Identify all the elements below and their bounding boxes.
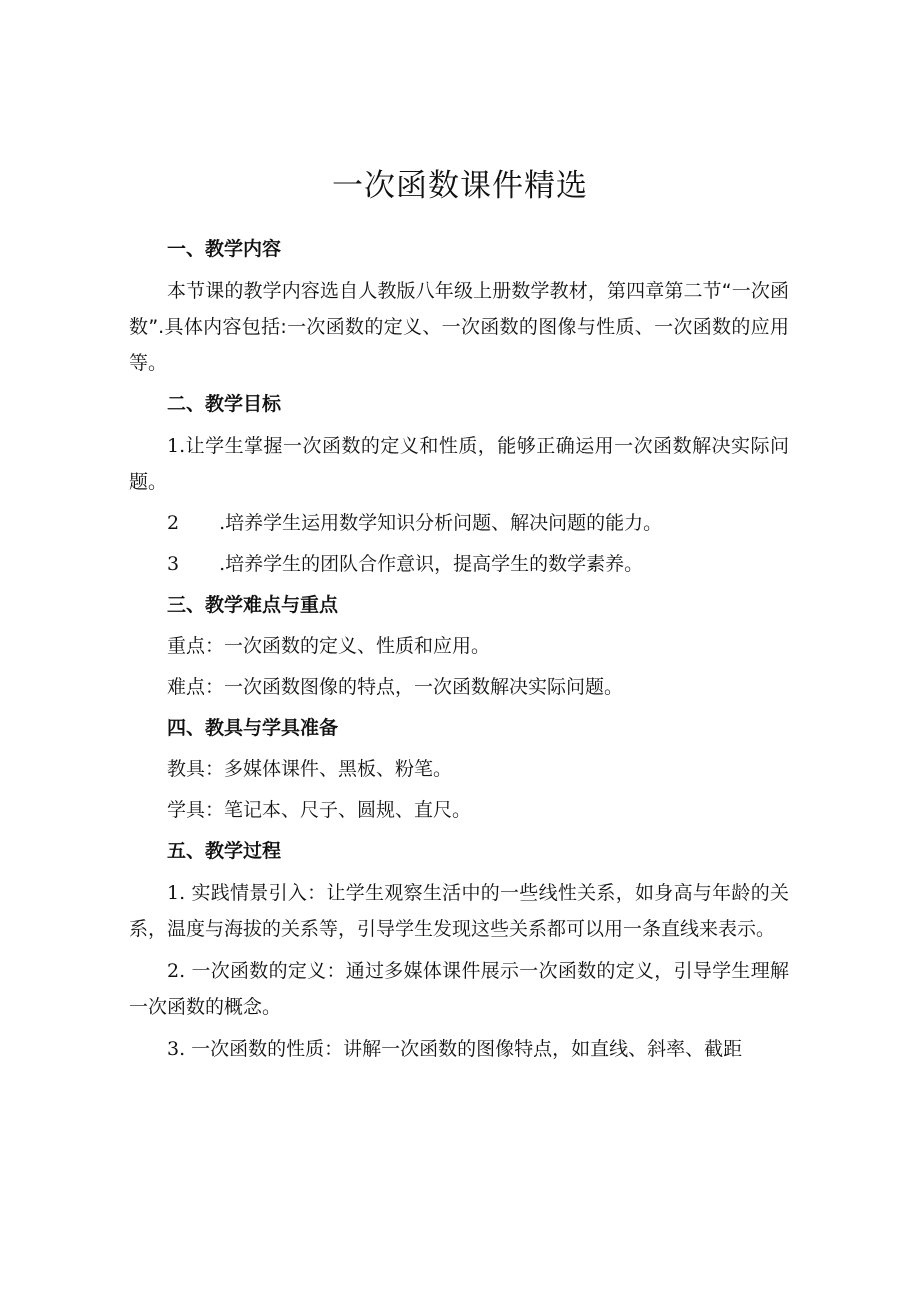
document-title: 一次函数课件精选 — [332, 168, 588, 204]
process-step: 3. 一次函数的性质：讲解一次函数的图像特点，如直线、斜率、截距 — [167, 1038, 743, 1060]
section-heading-process: 五、教学过程 — [167, 840, 282, 862]
goal-number: 3 — [167, 553, 180, 575]
section-heading-materials: 四、教具与学具准备 — [167, 717, 339, 739]
document-body — [129, 226, 789, 1067]
section-heading-goals: 二、教学目标 — [167, 393, 282, 415]
student-tools-line: 学具：笔记本、尺子、圆规、直尺。 — [167, 799, 472, 821]
section-heading-key-points: 三、教学难点与重点 — [167, 594, 339, 616]
goal-text: .让学生掌握一次函数的定义和性质，能够正确运用一次函数解决实际问题。 — [129, 435, 789, 493]
goal-item — [129, 546, 789, 582]
key-point-line: 重点：一次函数的定义、性质和应用。 — [167, 635, 491, 657]
section-paragraph: 本节课的教学内容选自人教版八年级上册数学教材，第四章第二节“一次函数”.具体内容包括:一次函数的定义、一次函数的图像与性质、一次函数的应用等。 — [129, 280, 789, 374]
process-step: 2. 一次函数的定义：通过多媒体课件展示一次函数的定义，引导学生理解一次函数的概念。 — [129, 960, 789, 1018]
goal-text: .培养学生运用数学知识分析问题、解决问题的能力。 — [219, 512, 663, 534]
teaching-tools-line: 教具：多媒体课件、黑板、粉笔。 — [167, 758, 453, 780]
goal-item — [129, 428, 789, 500]
goal-text: .培养学生的团队合作意识，提高学生的数学素养。 — [219, 553, 644, 575]
goal-number: 1 — [167, 435, 180, 457]
goal-number: 2 — [167, 512, 180, 534]
process-step: 1. 实践情景引入：让学生观察生活中的一些线性关系，如身高与年龄的关系，温度与海拔的关系等，引导学生发现这些关系都可以用一条直线来表示。 — [129, 882, 789, 940]
difficulty-line: 难点：一次函数图像的特点，一次函数解决实际问题。 — [167, 676, 624, 698]
goal-item — [129, 505, 789, 541]
section-heading-content: 一、教学内容 — [167, 238, 282, 260]
